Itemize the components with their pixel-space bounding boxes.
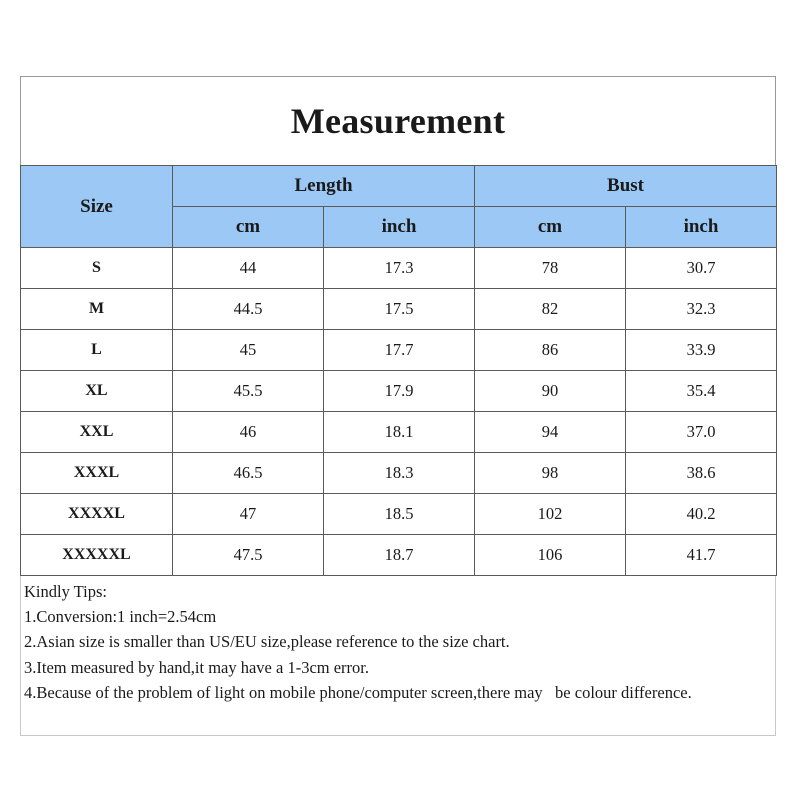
- bust-cm-cell: 78: [475, 248, 626, 289]
- length-inch-cell: 17.5: [324, 289, 475, 330]
- bust-inch-cell: 35.4: [626, 371, 777, 412]
- length-cm-cell: 46: [173, 412, 324, 453]
- title-box: [20, 76, 776, 165]
- bust-inch-cell: 38.6: [626, 453, 777, 494]
- bust-cm-cell: 86: [475, 330, 626, 371]
- size-cell: XXXXL: [21, 494, 173, 535]
- bust-cm-cell: 94: [475, 412, 626, 453]
- bust-group-header: Bust: [475, 166, 777, 207]
- table-row: [21, 412, 777, 453]
- bust-inch-header: inch: [626, 207, 777, 248]
- length-inch-cell: 17.3: [324, 248, 475, 289]
- length-cm-cell: 46.5: [173, 453, 324, 494]
- length-inch-cell: 18.7: [324, 535, 475, 576]
- size-cell: S: [21, 248, 173, 289]
- bust-cm-cell: 102: [475, 494, 626, 535]
- table-row: [21, 371, 777, 412]
- length-cm-cell: 44.5: [173, 289, 324, 330]
- table-row: [21, 289, 777, 330]
- bust-inch-cell: 40.2: [626, 494, 777, 535]
- bust-cm-header: cm: [475, 207, 626, 248]
- tip-item: 4.Because of the problem of light on mobile phone/computer screen,there may be colour difference.: [24, 682, 692, 702]
- length-inch-cell: 18.1: [324, 412, 475, 453]
- table-row: [21, 248, 777, 289]
- table-row: [21, 330, 777, 371]
- tips-heading: Kindly Tips:: [24, 582, 107, 601]
- bust-inch-cell: 37.0: [626, 412, 777, 453]
- tip-item: 1.Conversion:1 inch=2.54cm: [24, 607, 217, 627]
- size-cell: XXXXXL: [21, 535, 173, 576]
- length-inch-cell: 17.9: [324, 371, 475, 412]
- table-row: [21, 535, 777, 576]
- kindly-tips: [20, 576, 776, 736]
- size-cell: XL: [21, 371, 173, 412]
- bust-inch-cell: 30.7: [626, 248, 777, 289]
- length-inch-cell: 18.3: [324, 453, 475, 494]
- length-group-header: Length: [173, 166, 475, 207]
- table-row: [21, 494, 777, 535]
- length-cm-cell: 45.5: [173, 371, 324, 412]
- size-cell: M: [21, 289, 173, 330]
- size-cell: L: [21, 330, 173, 371]
- bust-cm-cell: 98: [475, 453, 626, 494]
- table-row: [21, 453, 777, 494]
- page-title: Measurement: [290, 101, 506, 141]
- size-column-header: Size: [21, 166, 173, 248]
- length-cm-header: cm: [173, 207, 324, 248]
- table-header-row-groups: [21, 166, 777, 207]
- length-inch-cell: 18.5: [324, 494, 475, 535]
- length-inch-header: inch: [324, 207, 475, 248]
- tip-item: 3.Item measured by hand,it may have a 1-3cm error.: [24, 657, 370, 677]
- bust-cm-cell: 106: [475, 535, 626, 576]
- bust-cm-cell: 82: [475, 289, 626, 330]
- length-cm-cell: 47.5: [173, 535, 324, 576]
- size-table: [20, 165, 777, 576]
- size-cell: XXL: [21, 412, 173, 453]
- measurement-sheet: [20, 76, 776, 736]
- length-cm-cell: 44: [173, 248, 324, 289]
- length-cm-cell: 47: [173, 494, 324, 535]
- size-cell: XXXL: [21, 453, 173, 494]
- tip-item: 2.Asian size is smaller than US/EU size,please reference to the size chart.: [24, 632, 510, 652]
- bust-inch-cell: 41.7: [626, 535, 777, 576]
- bust-cm-cell: 90: [475, 371, 626, 412]
- length-inch-cell: 17.7: [324, 330, 475, 371]
- bust-inch-cell: 33.9: [626, 330, 777, 371]
- bust-inch-cell: 32.3: [626, 289, 777, 330]
- length-cm-cell: 45: [173, 330, 324, 371]
